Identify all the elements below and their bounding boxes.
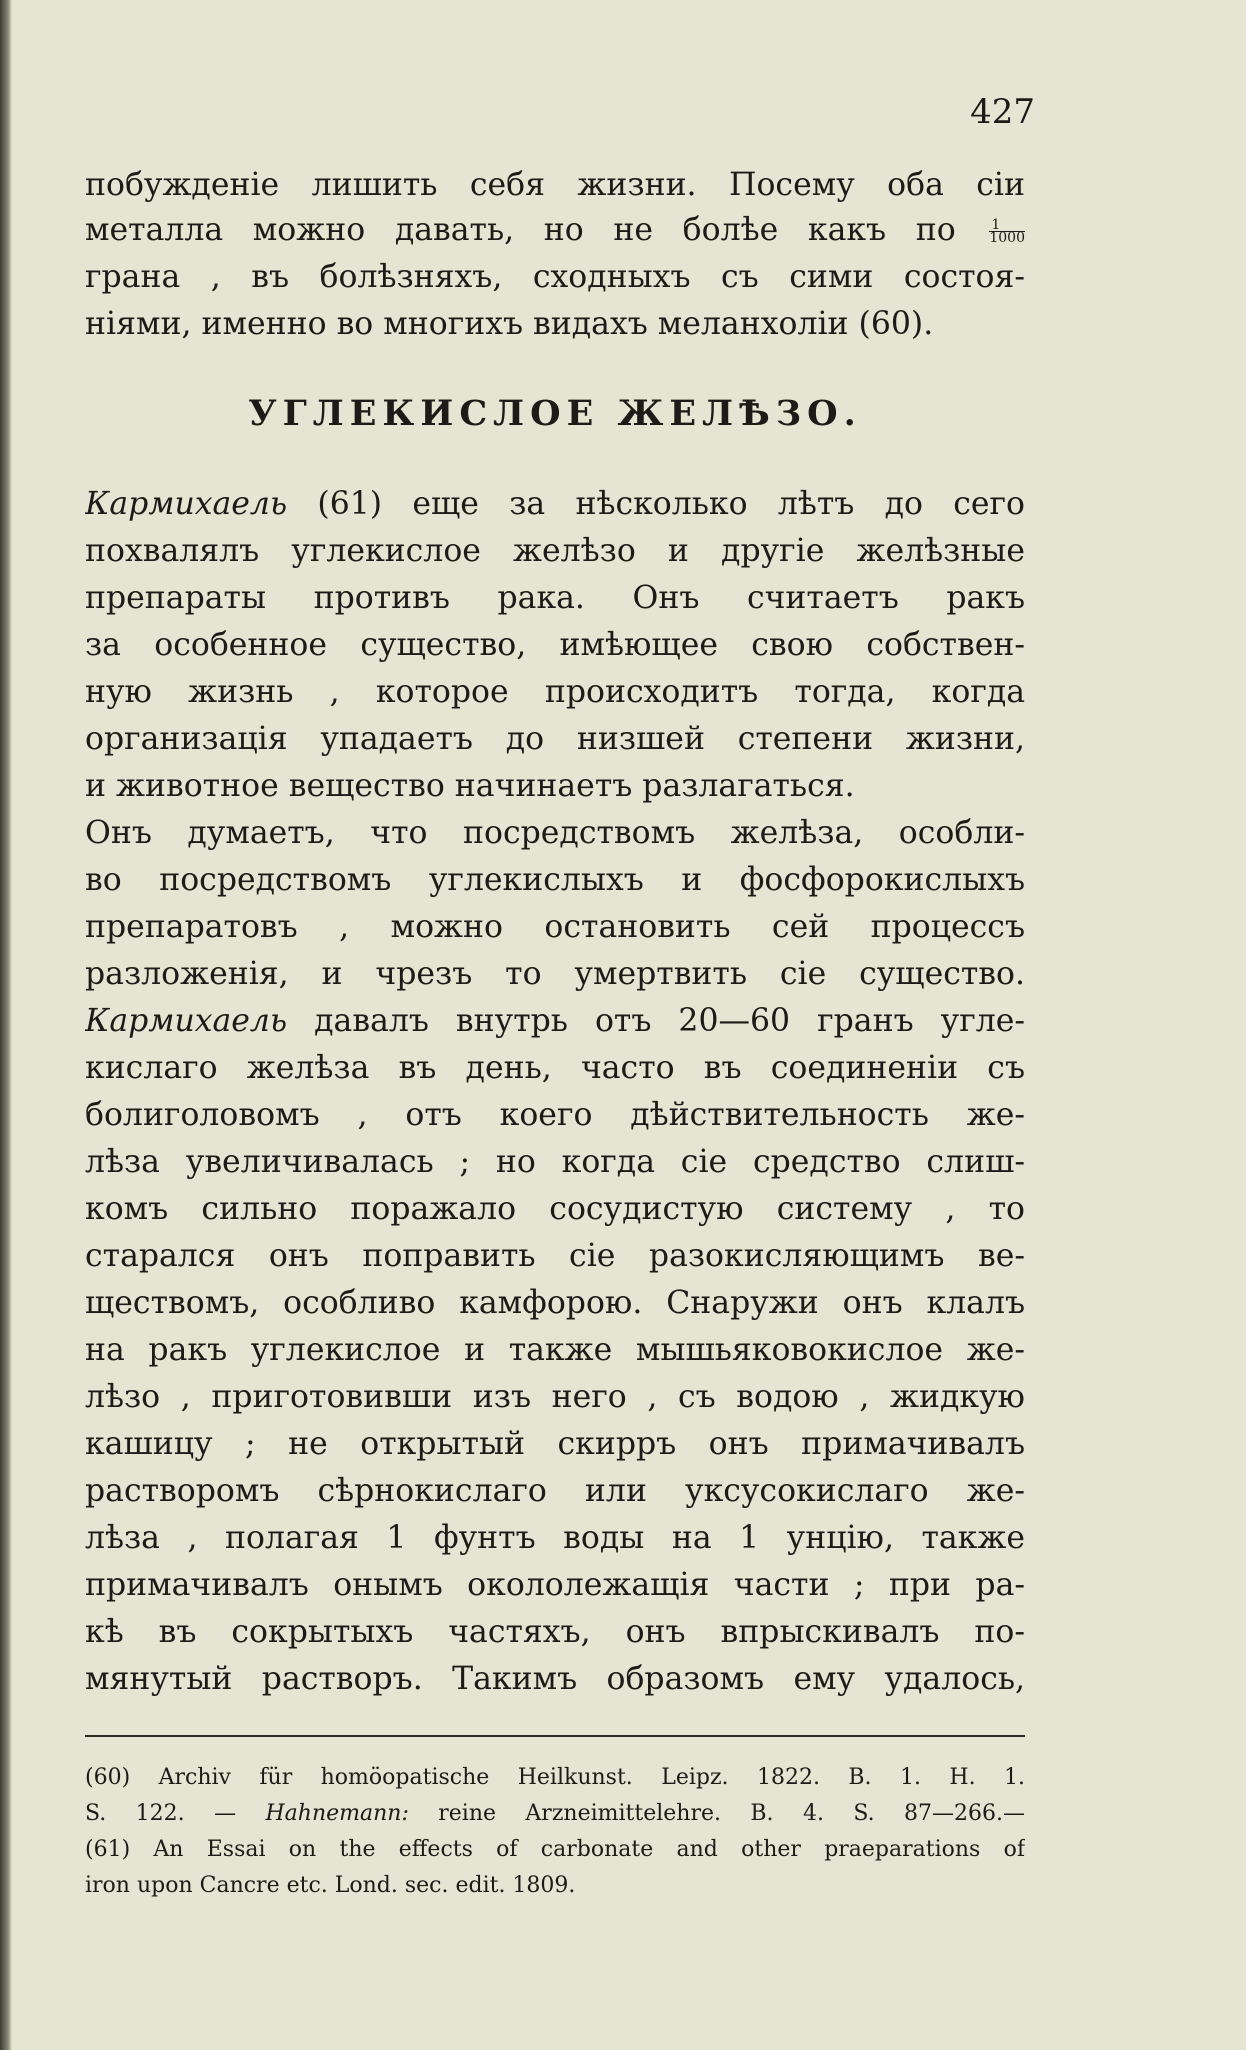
text-line: организація упадаетъ до низшей степени жизни, [85, 721, 1025, 757]
text-line: ную жизнь , которое происходитъ тогда, когда [85, 674, 1025, 710]
footnote-author: Hahnemann: [265, 1801, 409, 1826]
text-line: кислаго желѣза въ день, часто въ соединеніи съ [85, 1050, 1025, 1086]
text-line: кѣ въ сокрытыхъ частяхъ, онъ впрыскивалъ по- [85, 1614, 1025, 1650]
text-line: болиголовомъ , отъ коего дѣйствительность же- [85, 1097, 1025, 1133]
text-line: ніями, именно во многихъ видахъ меланхоліи (60). [85, 306, 934, 342]
footnote-text: S. 122. — [85, 1801, 266, 1826]
text-line [85, 482, 1025, 526]
footnote-line: iron upon Cancre etc. Lond. sec. edit. 1809. [85, 1873, 576, 1898]
text-line: ществомъ, особливо камфорою. Снаружи онъ клалъ [85, 1285, 1025, 1321]
text-line: кашицу ; не открытый скирръ онъ примачивалъ [85, 1426, 1025, 1462]
text-line: Онъ думаетъ, что посредствомъ желѣза, особли- [85, 815, 1025, 851]
text-line: побужденіе лишить себя жизни. Посему оба сіи [85, 167, 1025, 203]
section-heading: УГЛЕКИСЛОЕ ЖЕЛѢЗО. [248, 393, 862, 434]
text-line: растворомъ сѣрнокислаго или уксусокислаго же- [85, 1473, 1025, 1509]
text-line: лѣзо , приготовивши изъ него , съ водою , жидкую [85, 1379, 1025, 1415]
text-line: лѣза , полагая 1 фунтъ воды на 1 унцію, также [85, 1520, 1025, 1556]
text-line [85, 999, 1025, 1043]
text-line: препараты противъ рака. Онъ считаетъ ракъ [85, 580, 1025, 616]
footnote-line: (61) An Essai on the effects of carbonate and other praeparations of [85, 1837, 1025, 1862]
footnote-line: (60) Archiv für homöopatische Heilkunst. Leipz. 1822. B. 1. H. 1. [85, 1765, 1025, 1790]
text-line: старался онъ поправить сіе разокисляющимъ ве- [85, 1238, 1025, 1274]
author-name: Кармихаель [85, 486, 288, 522]
text-line: разложенія, и чрезъ то умертвить сіе существо. [85, 956, 1025, 992]
text-line-body: металла можно давать, но не болѣе какъ по [85, 212, 956, 248]
text-line: похвалялъ углекислое желѣзо и другіе желѣзные [85, 533, 1025, 569]
text-line-body: давалъ внутрь отъ 20—60 грaнъ угле- [287, 1003, 1025, 1039]
page-binding-edge [0, 0, 12, 2050]
text-line: препаратовъ , можно остановить сей процессъ [85, 909, 1025, 945]
fraction-numerator: 1 [989, 219, 1025, 232]
text-line: лѣза увеличивалась ; но когда сіе средство слиш- [85, 1144, 1025, 1180]
text-line: примачивалъ онымъ окололежащія части ; при ра- [85, 1567, 1025, 1603]
text-line-body: (61) еще за нѣсколько лѣтъ до сего [287, 486, 1025, 522]
text-line: за особенное существо, имѣющее свою собствен- [85, 627, 1025, 663]
author-name: Кармихаель [85, 1003, 288, 1039]
text-line-with-fraction [85, 208, 1025, 252]
text-line: мянутый растворъ. Такимъ образомъ ему удалось, [85, 1661, 1025, 1697]
fraction-denominator: 1000 [989, 230, 1025, 246]
text-line: на ракъ углекислое и также мышьяковокислое же- [85, 1332, 1025, 1368]
fraction [989, 219, 1025, 244]
text-line: и животное вещество начинаетъ разлагаться. [85, 768, 855, 804]
footnote-text: reine Arzneimittelehre. B. 4. S. 87—266.— [408, 1801, 1025, 1826]
text-line: грана , въ болѣзняхъ, сходныхъ съ сими состоя- [85, 259, 1025, 295]
text-line: комъ сильно поражало сосудистую систему , то [85, 1191, 1025, 1227]
text-line: во посредствомъ углекислыхъ и фосфорокислыхъ [85, 862, 1025, 898]
footnote-divider [85, 1735, 1025, 1737]
footnote-line [85, 1796, 1025, 1832]
page-number: 427 [970, 92, 1035, 132]
